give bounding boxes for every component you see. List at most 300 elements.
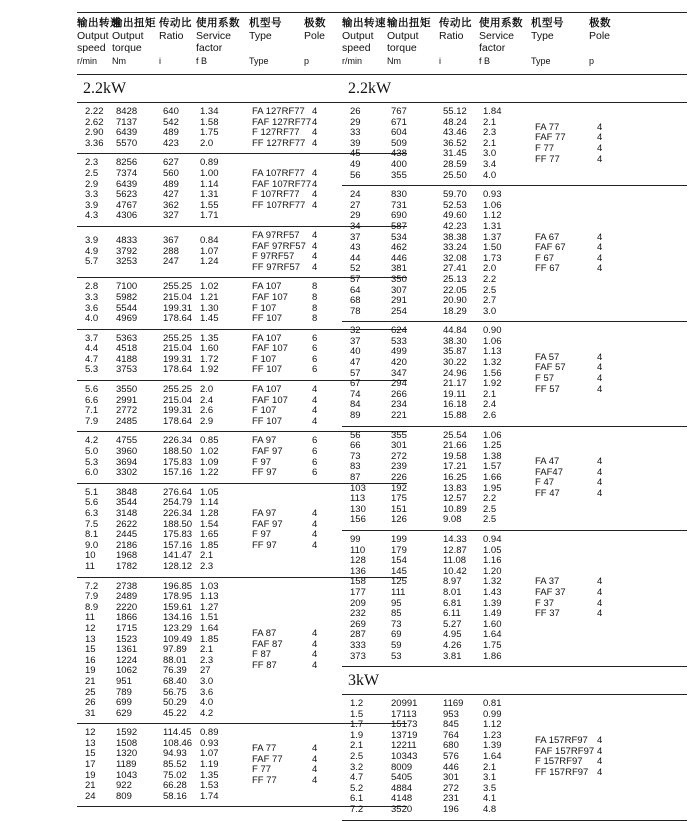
table-cell: 627 xyxy=(163,157,179,169)
type-row xyxy=(252,107,332,118)
table-cell: 13719 xyxy=(391,729,418,741)
table-cell: 922 xyxy=(116,780,132,792)
table-cell: 40 xyxy=(350,346,361,358)
table-cell: 1.35 xyxy=(200,332,219,344)
table-cell: 1782 xyxy=(116,560,138,572)
table-cell: 103 xyxy=(350,482,366,494)
table-cell: 438 xyxy=(391,148,407,160)
table-cell: 99 xyxy=(350,533,361,545)
type-name: FF 77 xyxy=(535,153,560,165)
type-row xyxy=(535,489,617,500)
table-cell: 1.06 xyxy=(483,429,502,441)
type-name: FF 127RF77 xyxy=(252,137,306,149)
table-cell: 3148 xyxy=(116,508,138,519)
header-cell xyxy=(112,17,159,71)
table-cell: 18.29 xyxy=(443,305,467,317)
table-cell: 2.4 xyxy=(483,399,497,411)
type-name: FAF 97 xyxy=(252,518,283,530)
table-cell: 17113 xyxy=(391,708,417,720)
header-en: Output xyxy=(112,29,144,42)
pole-value: 4 xyxy=(312,649,318,661)
pole-value: 6 xyxy=(312,446,318,458)
table-cell: 13 xyxy=(85,633,96,645)
type-list xyxy=(252,629,332,671)
pole-value: 4 xyxy=(597,756,603,768)
pole-value: 4 xyxy=(312,167,318,179)
pole-value: 4 xyxy=(312,628,318,640)
table-cell: 1.45 xyxy=(200,313,219,325)
header-symbol: Type xyxy=(249,55,269,66)
right-table xyxy=(342,12,687,821)
header-en2: factor xyxy=(196,42,223,54)
type-row xyxy=(252,509,332,520)
table-cell: 26 xyxy=(85,697,96,709)
header-en: Type xyxy=(531,29,554,42)
table-cell: 1.31 xyxy=(200,189,219,201)
table-cell: 2.0 xyxy=(200,384,214,396)
table-cell: 1.85 xyxy=(200,633,219,645)
table-cell: 367 xyxy=(163,235,179,247)
table-cell: 10.42 xyxy=(443,565,467,577)
type-row xyxy=(535,768,617,779)
header-symbol: p xyxy=(304,55,310,66)
table-cell: 215.04 xyxy=(163,394,193,406)
table-cell: 145 xyxy=(391,565,407,577)
table-cell: 4.0 xyxy=(483,169,497,181)
table-cell: 6439 xyxy=(116,178,138,190)
table-cell: 7100 xyxy=(116,281,138,293)
table-cell: 2485 xyxy=(116,415,138,427)
table-cell: 126 xyxy=(391,514,407,526)
table-cell: 2.4 xyxy=(200,394,214,406)
power-title-3kw: 3kW xyxy=(342,666,687,695)
table-cell: 199.31 xyxy=(163,302,193,314)
header-en2: torque xyxy=(387,42,417,54)
table-cell: 37 xyxy=(350,335,361,347)
table-cell: 2.1 xyxy=(483,761,497,773)
pole-value: 6 xyxy=(312,332,318,344)
values-grid xyxy=(77,385,246,427)
table-cell: 0.81 xyxy=(483,698,502,710)
table-cell: 1224 xyxy=(116,654,138,666)
pole-value: 4 xyxy=(312,240,318,252)
table-cell: 542 xyxy=(163,116,179,128)
table-cell: 767 xyxy=(391,106,407,117)
table-cell: 179 xyxy=(391,544,407,556)
table-header xyxy=(342,13,687,75)
right-groups-3kw xyxy=(342,695,687,820)
table-cell: 38.30 xyxy=(443,335,467,347)
type-name: FF 97 xyxy=(252,539,277,551)
table-cell: 8428 xyxy=(116,106,138,117)
type-list xyxy=(252,169,332,211)
table-cell: 130 xyxy=(350,503,366,515)
header-symbol: f B xyxy=(479,55,491,66)
table-cell: 1.72 xyxy=(200,353,219,365)
table-cell: 764 xyxy=(443,729,459,741)
type-name: FAF47 xyxy=(535,466,563,478)
values-grid xyxy=(77,436,246,478)
table-cell: 3.0 xyxy=(483,148,497,160)
type-name: F 157RF97 xyxy=(535,756,583,768)
table-cell: 1.22 xyxy=(200,467,219,479)
type-list xyxy=(252,334,332,376)
table-cell: 1.60 xyxy=(483,618,502,630)
table-cell: 25.54 xyxy=(443,429,467,441)
table-cell: 24 xyxy=(85,790,96,802)
type-list xyxy=(252,385,332,427)
table-cell: 43 xyxy=(350,242,361,254)
pole-value: 6 xyxy=(312,467,318,479)
header-en: Type xyxy=(249,29,272,42)
table-cell: 9.0 xyxy=(85,539,99,551)
pole-value: 4 xyxy=(312,743,318,755)
type-name: FAF 87 xyxy=(252,638,283,650)
table-cell: 44.84 xyxy=(443,325,467,337)
table-cell: 3.6 xyxy=(85,302,99,314)
table-cell: 1715 xyxy=(116,622,138,634)
values-grid xyxy=(77,236,246,268)
table-cell: 499 xyxy=(391,346,407,358)
table-cell: 446 xyxy=(391,252,407,264)
table-cell: 1592 xyxy=(116,727,138,739)
table-cell: 76.39 xyxy=(163,665,187,677)
table-cell: 177 xyxy=(350,586,366,598)
pole-value: 4 xyxy=(312,229,318,241)
type-name: FA 107RF77 xyxy=(252,167,305,179)
type-name: FAF 97RF57 xyxy=(252,240,306,252)
table-cell: 4755 xyxy=(116,435,138,447)
table-cell: 1.21 xyxy=(200,291,219,303)
table-cell: 52 xyxy=(350,263,361,275)
table-cell: 3960 xyxy=(116,446,138,458)
ratio-group xyxy=(342,322,687,426)
pole-value: 6 xyxy=(312,364,318,376)
pole-value: 4 xyxy=(597,383,603,395)
table-cell: 11 xyxy=(85,612,95,624)
header-symbol: r/min xyxy=(342,55,362,66)
pole-value: 4 xyxy=(312,539,318,551)
table-cell: 247 xyxy=(163,256,179,268)
type-row xyxy=(252,661,332,672)
table-cell: 2.1 xyxy=(350,740,364,752)
table-cell: 5.27 xyxy=(443,618,462,630)
table-cell: 4767 xyxy=(116,199,138,211)
table-cell: 4884 xyxy=(391,782,413,794)
pole-value: 8 xyxy=(312,313,318,325)
type-name: F 107 xyxy=(252,353,277,365)
table-cell: 10343 xyxy=(391,751,418,763)
table-cell: 4306 xyxy=(116,210,138,222)
values-grid xyxy=(342,431,529,526)
table-cell: 43.46 xyxy=(443,127,467,139)
table-cell: 1.66 xyxy=(483,472,502,483)
table-cell: 953 xyxy=(443,708,459,720)
header-en2 xyxy=(304,42,344,55)
table-cell: 66.28 xyxy=(163,780,187,792)
table-cell: 7.2 xyxy=(85,580,99,592)
type-name: FA 97 xyxy=(252,435,277,447)
table-cell: 5982 xyxy=(116,291,138,303)
type-name: F 57 xyxy=(535,372,555,384)
table-cell: 16.18 xyxy=(443,399,467,411)
pole-value: 4 xyxy=(312,638,318,650)
table-cell: 640 xyxy=(163,106,179,117)
values-grid xyxy=(77,728,246,802)
header-cell xyxy=(439,17,479,71)
table-cell: 17 xyxy=(85,759,96,771)
pole-value: 4 xyxy=(312,199,318,211)
table-cell: 0.99 xyxy=(483,708,502,720)
ratio-group xyxy=(342,427,687,531)
type-name: FF 157RF97 xyxy=(535,766,589,778)
type-name: FF 57 xyxy=(535,383,560,395)
table-cell: 32.08 xyxy=(443,252,467,264)
table-cell: 1.54 xyxy=(200,518,219,530)
type-name: F 87 xyxy=(252,649,272,661)
table-cell: 400 xyxy=(391,158,407,170)
table-cell: 178.64 xyxy=(163,415,193,427)
pole-value: 4 xyxy=(597,487,603,499)
table-cell: 45.22 xyxy=(163,707,187,719)
table-cell: 0.94 xyxy=(483,533,502,545)
table-cell: 14.33 xyxy=(443,533,467,545)
table-cell: 42.23 xyxy=(443,220,467,232)
table-cell: 5544 xyxy=(116,302,138,314)
table-cell: 2220 xyxy=(116,601,138,613)
table-cell: 2.3 xyxy=(85,157,99,169)
table-cell: 15173 xyxy=(391,719,418,731)
values-grid xyxy=(77,334,246,376)
table-cell: 85.52 xyxy=(163,759,187,771)
type-row xyxy=(535,374,617,385)
table-cell: 4.95 xyxy=(443,629,462,641)
table-cell: 830 xyxy=(391,189,407,201)
table-cell: 57 xyxy=(350,367,361,379)
table-cell: 56 xyxy=(350,169,361,181)
type-row xyxy=(252,417,332,428)
type-name: FA 107 xyxy=(252,332,282,344)
header-en: Pole xyxy=(304,29,326,42)
table-cell: 175.83 xyxy=(163,456,193,468)
table-cell: 32 xyxy=(350,325,361,337)
table-cell: 2.1 xyxy=(200,550,214,562)
table-cell: 1.09 xyxy=(200,456,219,468)
table-cell: 4.2 xyxy=(85,435,99,447)
type-list xyxy=(252,436,332,478)
table-cell: 2.8 xyxy=(85,281,99,293)
header-en: Ratio xyxy=(159,29,184,42)
type-list xyxy=(535,233,617,275)
table-cell: 1.58 xyxy=(200,116,219,128)
table-cell: 12.87 xyxy=(443,544,467,556)
type-name: FF 97 xyxy=(252,467,277,479)
table-cell: 1.03 xyxy=(200,580,219,592)
table-cell: 85 xyxy=(391,608,402,620)
table-cell: 2.3 xyxy=(200,654,214,666)
type-list xyxy=(252,509,332,551)
table-cell: 3.2 xyxy=(350,761,364,773)
table-cell: 533 xyxy=(391,335,407,347)
table-cell: 123.29 xyxy=(163,622,193,634)
table-cell: 24.96 xyxy=(443,367,467,379)
table-cell: 141.47 xyxy=(163,550,193,562)
table-cell: 1.39 xyxy=(483,597,502,609)
pole-value: 4 xyxy=(597,456,603,468)
table-cell: 2.22 xyxy=(85,106,104,117)
table-cell: 5.7 xyxy=(85,256,99,268)
table-cell: 37 xyxy=(350,231,361,243)
pole-value: 4 xyxy=(312,529,318,541)
table-cell: 109.49 xyxy=(163,633,193,645)
table-cell: 1.05 xyxy=(483,544,502,556)
table-cell: 1.55 xyxy=(200,199,219,211)
type-name: F 97RF57 xyxy=(252,251,295,263)
table-cell: 255.25 xyxy=(163,332,193,344)
table-cell: 69 xyxy=(391,629,402,641)
table-cell: 1.65 xyxy=(200,529,219,541)
type-name: F 67 xyxy=(535,252,555,264)
table-cell: 307 xyxy=(391,284,407,296)
table-cell: 3550 xyxy=(116,384,138,396)
table-cell: 57 xyxy=(350,273,361,285)
table-cell: 2.6 xyxy=(483,410,497,422)
type-name: FAF 77 xyxy=(252,753,283,765)
table-cell: 192 xyxy=(391,482,407,494)
table-cell: 1508 xyxy=(116,737,138,749)
table-cell: 0.90 xyxy=(483,325,502,337)
type-list xyxy=(252,231,332,273)
table-cell: 1.7 xyxy=(350,719,364,731)
table-cell: 3.3 xyxy=(85,189,99,201)
table-cell: 2.90 xyxy=(85,127,104,139)
header-en: Output xyxy=(77,29,109,42)
table-cell: 5.0 xyxy=(85,446,99,458)
table-cell: 1.14 xyxy=(200,178,219,190)
table-cell: 11 xyxy=(85,560,95,572)
table-cell: 89 xyxy=(350,410,361,422)
pole-value: 6 xyxy=(312,343,318,355)
table-cell: 489 xyxy=(163,178,179,190)
pole-value: 4 xyxy=(597,576,603,588)
table-cell: 427 xyxy=(163,189,179,201)
table-cell: 22.05 xyxy=(443,284,467,296)
table-cell: 1.25 xyxy=(483,440,502,452)
table-cell: 699 xyxy=(116,697,132,709)
table-cell: 3.9 xyxy=(85,199,99,211)
table-cell: 4.0 xyxy=(85,313,99,325)
table-cell: 1523 xyxy=(116,633,138,645)
pole-value: 4 xyxy=(312,251,318,263)
table-cell: 255.25 xyxy=(163,384,193,396)
table-cell: 19 xyxy=(85,665,96,677)
table-cell: 1.43 xyxy=(483,586,502,598)
table-cell: 113 xyxy=(350,493,366,505)
table-cell: 215.04 xyxy=(163,291,193,303)
table-cell: 7.9 xyxy=(85,591,99,603)
type-name: F 77 xyxy=(535,143,555,155)
table-cell: 95 xyxy=(391,597,402,609)
table-cell: 1320 xyxy=(116,748,138,760)
pole-value: 4 xyxy=(312,415,318,427)
type-name: FA 97 xyxy=(252,508,277,519)
header-zh: 传动比 xyxy=(439,17,472,29)
table-cell: 30.22 xyxy=(443,357,467,369)
table-cell: 7.5 xyxy=(85,518,99,530)
table-cell: 38.38 xyxy=(443,231,467,243)
pole-value: 4 xyxy=(312,394,318,406)
table-cell: 4518 xyxy=(116,343,138,355)
table-cell: 2.0 xyxy=(483,263,497,275)
table-cell: 232 xyxy=(350,608,366,620)
table-cell: 25.50 xyxy=(443,169,467,181)
type-list xyxy=(535,353,617,395)
table-cell: 1.5 xyxy=(350,708,364,720)
table-cell: 2.1 xyxy=(483,116,497,128)
pole-value: 4 xyxy=(597,466,603,478)
table-cell: 4148 xyxy=(391,793,413,805)
type-name: FF 67 xyxy=(535,263,560,275)
type-name: FF 107RF77 xyxy=(252,199,306,211)
values-grid xyxy=(342,699,529,816)
table-cell: 3792 xyxy=(116,245,138,257)
table-cell: 159.61 xyxy=(163,601,193,613)
table-cell: 49.60 xyxy=(443,210,467,222)
type-row xyxy=(535,385,617,396)
table-cell: 266 xyxy=(391,388,407,400)
table-cell: 125 xyxy=(391,576,407,588)
type-list xyxy=(535,577,617,619)
header-zh: 使用系数 xyxy=(479,17,523,29)
table-cell: 3.0 xyxy=(483,305,497,317)
pole-value: 4 xyxy=(312,764,318,776)
table-cell: 1.64 xyxy=(200,622,219,634)
table-cell: 2991 xyxy=(116,394,138,406)
table-cell: 31 xyxy=(85,707,96,719)
table-cell: 5.6 xyxy=(85,497,99,509)
pole-value: 4 xyxy=(312,116,318,128)
pole-value: 4 xyxy=(312,106,318,117)
values-grid xyxy=(342,107,529,181)
type-row xyxy=(252,365,332,376)
table-cell: 534 xyxy=(391,231,407,243)
table-cell: 294 xyxy=(391,378,407,390)
type-name: FA 107 xyxy=(252,281,282,293)
table-cell: 269 xyxy=(350,618,366,630)
table-cell: 10 xyxy=(85,550,96,562)
table-cell: 3.9 xyxy=(85,235,99,247)
table-cell: 333 xyxy=(350,639,366,651)
table-cell: 1.37 xyxy=(483,231,502,243)
table-cell: 75.02 xyxy=(163,769,187,781)
table-cell: 29 xyxy=(350,116,361,128)
type-list xyxy=(535,123,617,165)
table-cell: 1.34 xyxy=(200,106,219,117)
table-cell: 2622 xyxy=(116,518,138,530)
pole-value: 4 xyxy=(597,132,603,144)
type-row xyxy=(252,263,332,274)
table-cell: 671 xyxy=(391,116,407,128)
table-cell: 8256 xyxy=(116,157,138,169)
table-cell: 128.12 xyxy=(163,560,193,572)
table-cell: 5.2 xyxy=(350,782,364,794)
table-cell: 1.9 xyxy=(350,729,364,741)
header-en2 xyxy=(439,42,479,55)
table-cell: 114.45 xyxy=(163,727,192,739)
values-grid xyxy=(342,326,529,421)
table-cell: 1169 xyxy=(443,698,464,710)
table-cell: 9.08 xyxy=(443,514,462,526)
